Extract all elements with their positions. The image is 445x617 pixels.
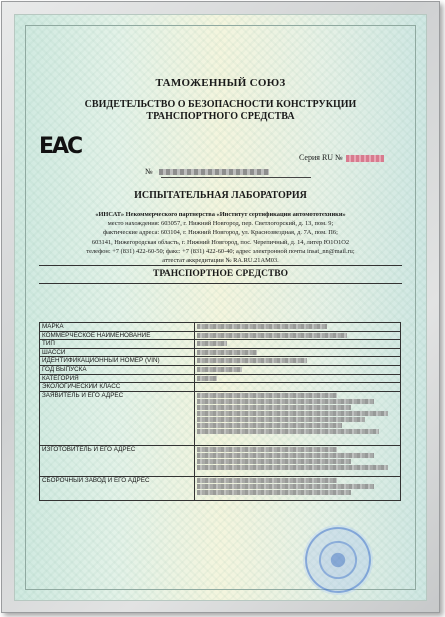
row-value-redacted xyxy=(195,340,401,349)
row-label: ШАССИ xyxy=(40,348,195,357)
certificate-number-redacted xyxy=(159,169,269,175)
table-row xyxy=(40,340,401,349)
redacted-line xyxy=(197,411,388,416)
row-label: МАРКА xyxy=(40,323,195,332)
redacted-line xyxy=(197,447,337,452)
redacted-line xyxy=(197,399,374,404)
table-row xyxy=(40,477,401,501)
redacted-value xyxy=(197,341,227,346)
lab-address-location: место нахождения: 603057, г. Нижний Новгород, пер. Светлогорский, д. 13, пом. 9; xyxy=(107,220,334,228)
redacted-value xyxy=(197,358,307,363)
lab-contacts: телефон: +7 (831) 422-60-50; факс: +7 (831) 422-60-40; адрес электронной почты insat_nn@mail.ru; xyxy=(86,247,355,255)
redacted-value xyxy=(197,333,347,338)
certificate-sheet xyxy=(14,14,427,601)
redacted-line xyxy=(197,405,351,410)
number-label: № xyxy=(145,167,153,176)
certificate-number-row xyxy=(145,167,269,176)
row-label: ГОД ВЫПУСКА xyxy=(40,365,195,374)
table-row xyxy=(40,331,401,340)
row-label: ЭКОЛОГИЧЕСКИЙ КЛАСС xyxy=(40,383,195,392)
union-title: ТАМОЖЕННЫЙ СОЮЗ xyxy=(155,77,286,89)
certificate-frame xyxy=(1,1,440,613)
number-underline xyxy=(161,177,311,178)
row-value-redacted xyxy=(195,383,401,392)
eac-logo: EAC xyxy=(39,134,82,159)
separator-bottom xyxy=(39,283,402,284)
lab-name: «ИНСАТ» Некоммерческого партнерства «Институт сертификации автомототехники» xyxy=(95,211,346,218)
redacted-line xyxy=(197,478,337,483)
table-row xyxy=(40,357,401,366)
vehicle-section-title: ТРАНСПОРТНОЕ СРЕДСТВО xyxy=(152,269,289,279)
table-row xyxy=(40,365,401,374)
row-value-redacted xyxy=(195,323,401,332)
redacted-line xyxy=(197,417,365,422)
row-value-redacted xyxy=(195,445,401,476)
table-row xyxy=(40,445,401,476)
row-value-redacted xyxy=(195,348,401,357)
series-label: Серия RU № xyxy=(299,153,343,162)
redacted-value xyxy=(197,376,217,381)
row-value-redacted xyxy=(195,331,401,340)
redacted-line xyxy=(197,453,374,458)
row-label: КОММЕРЧЕСКОЕ НАИМЕНОВАНИЕ xyxy=(40,331,195,340)
redacted-line xyxy=(197,490,351,495)
row-value-redacted xyxy=(195,391,401,445)
table-row xyxy=(40,323,401,332)
table-row xyxy=(40,383,401,392)
row-value-redacted xyxy=(195,477,401,501)
row-value-redacted xyxy=(195,357,401,366)
row-label: СБОРОЧНЫЙ ЗАВОД И ЕГО АДРЕС xyxy=(40,477,195,501)
series-number-redacted xyxy=(346,155,384,162)
row-value-redacted xyxy=(195,365,401,374)
lab-address-actual: фактические адреса: 603104, г. Нижний Новгород, ул. Краснозвездная, д. 7А, пом. П6; xyxy=(103,229,338,237)
redacted-line xyxy=(197,459,351,464)
redacted-value xyxy=(197,324,327,329)
separator-top xyxy=(39,265,402,266)
table-row xyxy=(40,391,401,445)
table-row xyxy=(40,374,401,383)
lab-title: ИСПЫТАТЕЛЬНАЯ ЛАБОРАТОРИЯ xyxy=(134,190,307,201)
redacted-value xyxy=(197,367,242,372)
row-label: ИЗГОТОВИТЕЛЬ И ЕГО АДРЕС xyxy=(40,445,195,476)
series-field xyxy=(299,153,384,162)
redacted-line xyxy=(197,465,388,470)
redacted-line xyxy=(197,423,342,428)
redacted-line xyxy=(197,393,337,398)
certificate-title: СВИДЕТЕЛЬСТВО О БЕЗОПАСНОСТИ КОНСТРУКЦИИ ТРАНСПОРТНОГО СРЕДСТВА xyxy=(84,99,357,122)
row-label: ЗАЯВИТЕЛЬ И ЕГО АДРЕС xyxy=(40,391,195,445)
row-value-redacted xyxy=(195,374,401,383)
table-row xyxy=(40,348,401,357)
lab-accreditation: аттестат аккредитации № RA.RU.21АМ03. xyxy=(162,257,279,265)
row-label: КАТЕГОРИЯ xyxy=(40,374,195,383)
seal-stamp xyxy=(303,525,373,595)
row-label: ИДЕНТИФИКАЦИОННЫЙ НОМЕР (VIN) xyxy=(40,357,195,366)
vehicle-table xyxy=(39,322,401,501)
lab-info xyxy=(35,210,406,265)
lab-address-region: 603141, Нижегородская область, г. Нижний Новгород, пос. Черепичный, д. 14, литер Ю1О1О2 xyxy=(91,238,350,246)
redacted-value xyxy=(197,350,257,355)
redacted-line xyxy=(197,484,374,489)
redacted-line xyxy=(197,429,379,434)
row-label: ТИП xyxy=(40,340,195,349)
